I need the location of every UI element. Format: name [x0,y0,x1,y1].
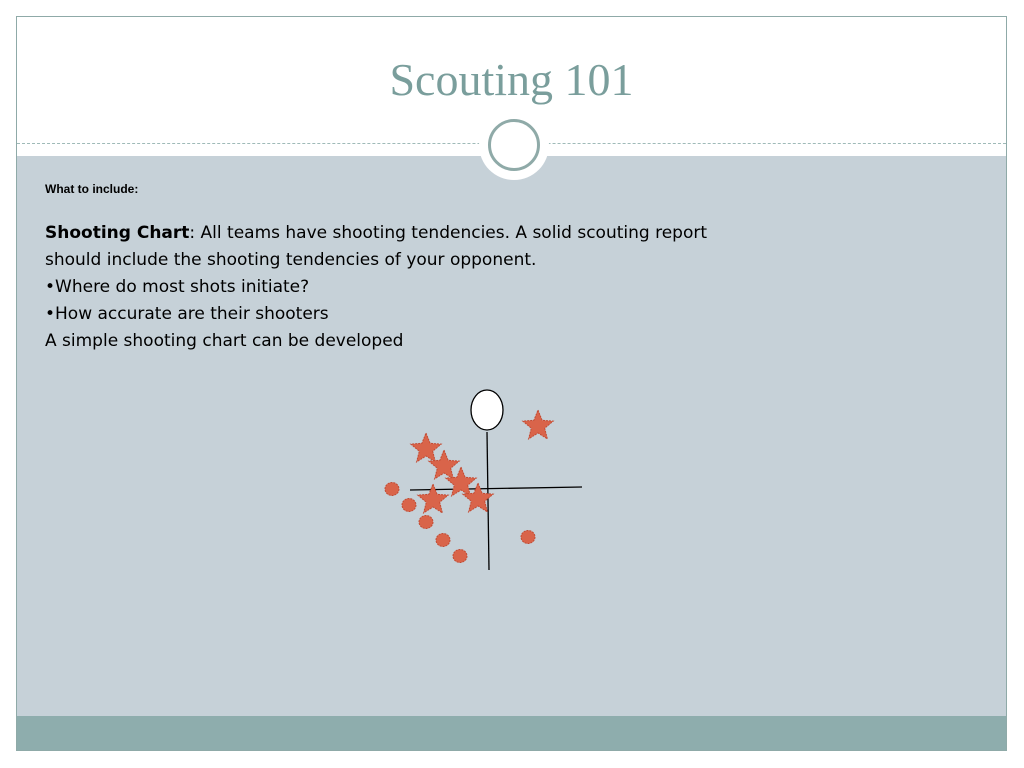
slide [16,16,1007,751]
section-label: What to include: [45,182,139,196]
body-line-5: A simple shooting chart can be developed [45,331,404,351]
slide-title: Scouting 101 [389,54,634,105]
missed-shot-dot-icon [419,516,433,529]
hoop-circle [471,390,503,430]
horizontal-axis-line [410,487,582,490]
shooting-chart-diagram [17,17,1007,751]
shot-markers [385,410,553,563]
bullet-1: •Where do most shots initiate? [45,277,310,297]
lead-bold: Shooting Chart [45,223,190,243]
missed-shot-dot-icon [402,499,416,512]
missed-shot-dot-icon [436,534,450,547]
made-shot-star-icon [418,484,448,513]
vertical-axis-line [487,432,489,570]
missed-shot-dot-icon [453,550,467,563]
body-line-2: should include the shooting tendencies of your opponent. [45,250,537,270]
lead-rest: : All teams have shooting tendencies. A solid scouting report [189,223,708,243]
made-shot-star-icon [411,433,441,462]
made-shot-star-icon [523,410,553,439]
missed-shot-dot-icon [521,531,535,544]
bullet-2: •How accurate are their shooters [45,304,329,324]
missed-shot-dot-icon [385,483,399,496]
